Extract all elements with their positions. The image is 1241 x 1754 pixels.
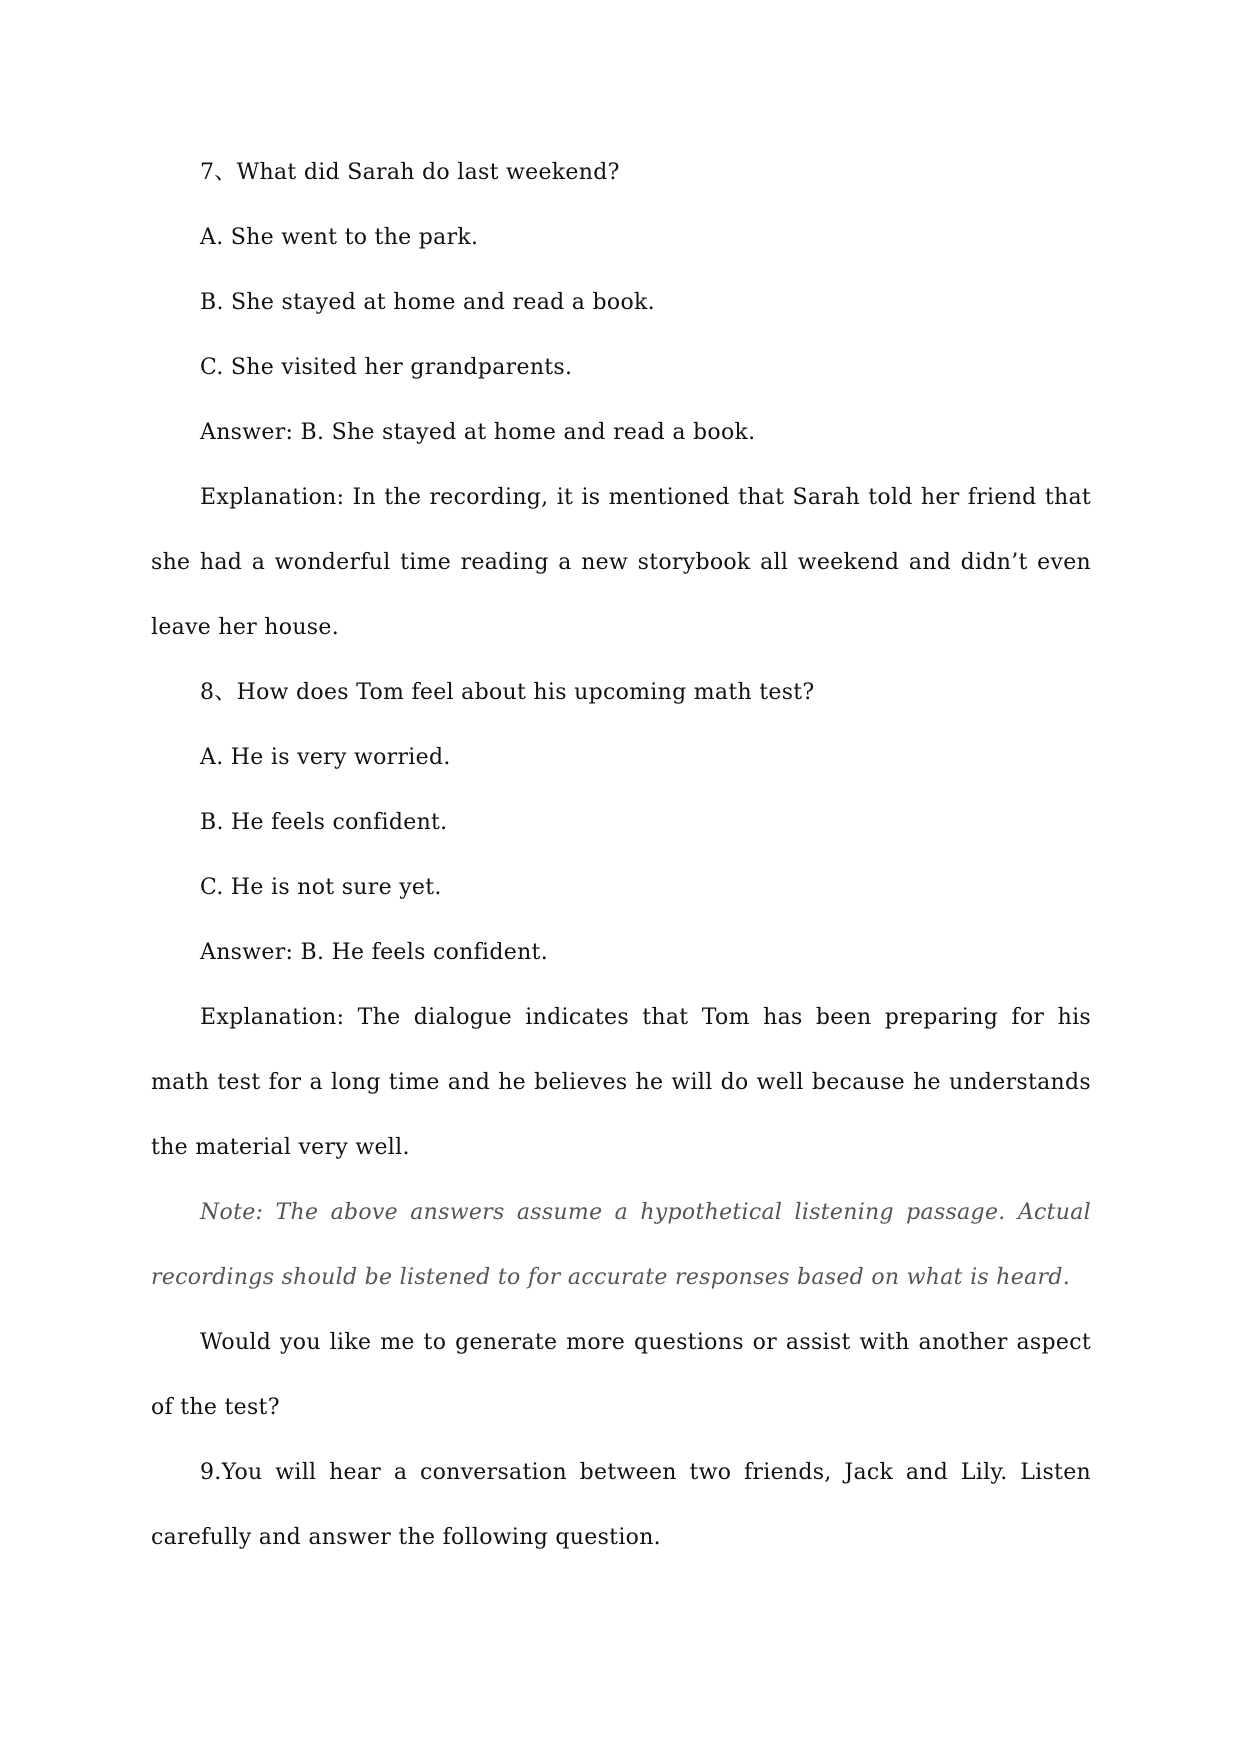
question-8-explanation: Explanation: The dialogue indicates that Tom has been preparing for his math test for a long time and he believes he will do well because he understands the material very well.: [151, 1005, 1091, 1160]
question-8-option-b: B. He feels confident.: [200, 810, 448, 835]
question-7-option-a: A. She went to the park.: [200, 225, 479, 250]
question-7-answer: Answer: B. She stayed at home and read a book.: [200, 420, 756, 445]
question-8-option-a: A. He is very worried.: [200, 745, 451, 770]
question-7-option-b: B. She stayed at home and read a book.: [200, 290, 655, 315]
follow-up-paragraph: Would you like me to generate more questions or assist with another aspect of the test?: [151, 1330, 1091, 1420]
question-8-option-c: C. He is not sure yet.: [200, 875, 442, 900]
question-7-explanation: Explanation: In the recording, it is mentioned that Sarah told her friend that she had a wonderful time reading a new storybook all weekend and didn’t even leave her house.: [151, 485, 1091, 640]
question-8-answer: Answer: B. He feels confident.: [200, 940, 548, 965]
question-8: 8、How does Tom feel about his upcoming math test?: [200, 680, 815, 705]
note-paragraph: Note: The above answers assume a hypothetical listening passage. Actual recordings should be listened to for accurate responses based on what is heard.: [151, 1200, 1091, 1290]
question-9: 9.You will hear a conversation between two friends, Jack and Lily. Listen carefully and answer the following question.: [151, 1460, 1091, 1550]
question-7-option-c: C. She visited her grandparents.: [200, 355, 573, 380]
question-7: 7、What did Sarah do last weekend?: [200, 160, 620, 185]
document-body: [151, 140, 1091, 1570]
